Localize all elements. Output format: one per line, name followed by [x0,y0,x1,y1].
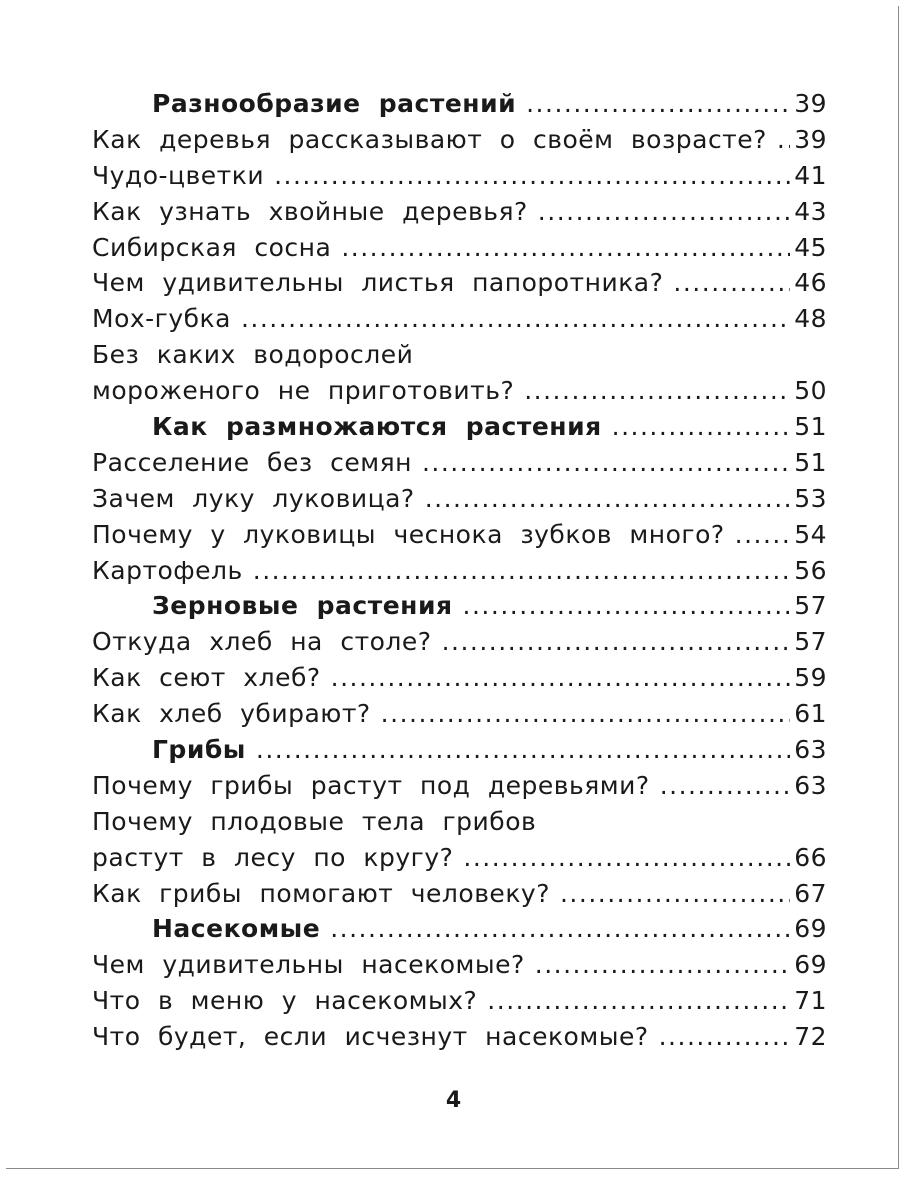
toc-entry-title: Сибирская сосна [92,232,332,262]
dot-leader [538,197,790,226]
toc-entry [92,197,827,233]
dot-leader [535,950,790,979]
dot-leader [777,125,790,154]
toc-page-number: 46 [794,268,827,298]
dot-leader [253,556,790,585]
dot-leader [256,735,790,764]
toc-page-number: 56 [794,555,827,585]
toc-entry-title: Почему плодовые тела грибов [92,806,537,836]
toc-section [92,914,827,950]
toc-page-number: 41 [794,160,827,190]
toc-entry-title: Как сеют хлеб? [92,663,321,693]
dot-leader [524,376,790,405]
toc-entry-title: Расселение без семян [92,447,412,477]
toc-page-number: 53 [794,483,827,513]
toc-entry [92,986,827,1022]
toc-section-title: Разнообразие растений [152,89,517,118]
toc-page-number: 63 [794,770,827,800]
toc-page-number: 71 [794,986,827,1016]
toc-page-number: 50 [794,376,827,406]
dot-leader [463,843,790,872]
dot-leader [274,161,790,190]
dot-leader [381,699,791,728]
dot-leader [422,448,790,477]
toc-entry-title: Без каких водорослей [92,340,414,370]
toc-page-number: 59 [794,663,827,693]
page-number: 4 [445,1088,462,1113]
table-of-contents [92,89,827,1058]
toc-entry [92,627,827,663]
toc-entry-title: Зачем луку луковица? [92,483,415,513]
dot-leader [560,879,790,908]
toc-page-number: 39 [794,124,827,154]
toc-entry [92,448,827,484]
toc-page-number: 61 [794,699,827,729]
toc-page-number: 72 [794,1022,827,1052]
toc-entry-title: Почему у луковицы чеснока зубков много? [92,519,725,549]
toc-section [92,412,827,448]
dot-leader [659,1022,791,1051]
toc-page-number: 51 [794,447,827,477]
toc-page-number: 51 [794,412,827,442]
toc-page-number: 66 [794,842,827,872]
dot-leader [330,914,790,943]
toc-entry [92,950,827,986]
toc-section [92,89,827,125]
dot-leader [463,591,791,620]
dot-leader [442,627,791,656]
toc-section-title: Насекомые [152,914,321,944]
toc-entry-title: Мох-губка [92,304,231,334]
toc-entry-title: Чудо-цветки [92,160,265,190]
toc-entry-title: Как хлеб убирают? [92,699,371,729]
toc-page-number: 57 [794,627,827,657]
toc-section [92,735,827,771]
toc-entry [92,663,827,699]
dot-leader [612,412,791,441]
dot-leader [526,89,790,118]
toc-entry [92,699,827,735]
dot-leader [331,663,791,692]
toc-entry [92,268,827,304]
toc-entry-title: Чем удивительны насекомые? [92,950,525,980]
toc-entry [92,771,827,807]
toc-page-number: 63 [794,735,827,765]
toc-entry-title: Чем удивительны листья папоротника? [92,268,664,298]
toc-entry [92,520,827,556]
toc-entry [92,843,827,879]
toc-entry-title: Как узнать хвойные деревья? [92,196,528,226]
toc-entry [92,879,827,915]
toc-entry-title: Что в меню у насекомых? [92,986,478,1016]
toc-entry-title: Откуда хлеб на столе? [92,627,432,657]
toc-page-number: 48 [794,304,827,334]
dot-leader [673,268,790,297]
toc-entry [92,376,827,412]
toc-entry-line [92,340,827,376]
toc-entry [92,1022,827,1058]
toc-entry [92,233,827,269]
toc-entry-title: Как грибы помогают человеку? [92,878,550,908]
toc-entry-title: мороженого не приготовить? [92,376,515,406]
toc-page-number: 45 [794,232,827,262]
toc-entry-line [92,807,827,843]
toc-page-number: 69 [794,914,827,944]
dot-leader [341,233,790,262]
toc-page-number: 43 [794,196,827,226]
toc-entry-title: Что будет, если исчезнут насекомые? [92,1022,649,1052]
toc-entry [92,304,827,340]
toc-page-number: 69 [794,950,827,980]
dot-leader [487,986,790,1015]
toc-entry [92,125,827,161]
toc-entry-title: растут в лесу по кругу? [92,842,454,872]
toc-page-number: 67 [794,878,827,908]
dot-leader [425,484,791,513]
toc-entry [92,161,827,197]
dot-leader [660,771,791,800]
toc-page-number: 39 [794,89,827,118]
toc-page-number: 57 [794,591,827,621]
toc-entry [92,556,827,592]
toc-section [92,591,827,627]
toc-entry-title: Почему грибы растут под деревьями? [92,770,650,800]
toc-entry-title: Картофель [92,555,243,585]
toc-section-title: Как размножаются растения [152,412,602,442]
toc-section-title: Грибы [152,735,246,765]
toc-entry-title: Как деревья рассказывают о своём возрасте? [92,124,767,154]
toc-page-number: 54 [794,519,827,549]
dot-leader [241,304,790,333]
toc-entry [92,484,827,520]
toc-section-title: Зерновые растения [152,591,453,621]
dot-leader [735,520,791,549]
